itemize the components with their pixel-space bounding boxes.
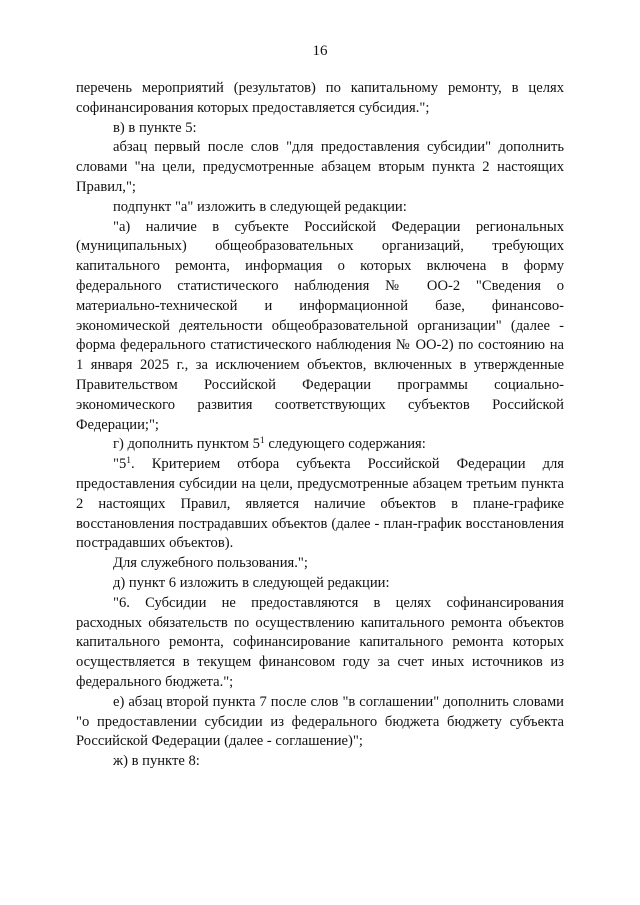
paragraph-7-superscript: 1	[126, 456, 132, 467]
paragraph-7-text-after: . Критерием отбора субъекта Российской Федерации для предоставления субсидии на цели, предусмотренные абзацем третьим пункта 2 настоящих Правил, является наличие объектов в плане-графике восстановления пострадавших объектов (далее - план-график восстановления пострадавших объектов).	[76, 456, 564, 552]
paragraph-9: д) пункт 6 изложить в следующей редакции:	[113, 574, 390, 591]
paragraph-10: "6. Субсидии не предоставляются в целях софинансирования расходных обязательств по осуществлению капитального ремонта объектов капитального ремонта, софинансирование капитального ремонта которых осуществляется в текущем финансовом году за счет иных источников из федерального бюджета.";	[76, 594, 564, 690]
paragraph-12: ж) в пункте 8:	[113, 753, 200, 770]
paragraph-1: перечень мероприятий (результатов) по капитальному ремонту, в целях софинансирования которых предоставляется субсидия.";	[76, 80, 564, 116]
paragraph-4: подпункт "а" изложить в следующей редакции:	[113, 198, 407, 215]
paragraph-6-text-after: следующего содержания:	[264, 436, 426, 453]
paragraph-5: "а) наличие в субъекте Российской Федерации региональных (муниципальных) общеобразовательных организаций, требующих капитального ремонта, информация о которых включена в форму федерального статистического наблюдения № ОО-2 "Сведения о материально-технической и информационной базе, финансово-экономической деятельности общеобразовательной организации" (далее - форма федерального статистического наблюдения № ОО-2) по состоянию на 1 января 2025 г., за исключением объектов, включенных в утвержденные Правительством Российской Федерации программы социально-экономического развития соответствующих субъектов Российской Федерации;";	[76, 218, 564, 433]
document-body	[76, 79, 564, 772]
paragraph-11: е) абзац второй пункта 7 после слов "в соглашении" дополнить словами "о предоставлении субсидии из федерального бюджета бюджету субъекта Российской Федерации (далее - соглашение)";	[76, 693, 564, 750]
paragraph-6	[76, 435, 564, 455]
paragraph-8: Для служебного пользования.";	[113, 555, 308, 572]
paragraph-2: в) в пункте 5:	[113, 119, 197, 136]
paragraph-7	[76, 455, 564, 554]
paragraph-6-superscript: 1	[259, 436, 265, 447]
paragraph-6-text-before: г) дополнить пунктом 5	[113, 436, 260, 453]
paragraph-7-text-before: "5	[113, 456, 127, 473]
paragraph-3: абзац первый после слов "для предоставления субсидии" дополнить словами "на цели, предусмотренные абзацем вторым пункта 2 настоящих Правил,";	[76, 139, 564, 195]
page-number: 16	[312, 43, 328, 59]
